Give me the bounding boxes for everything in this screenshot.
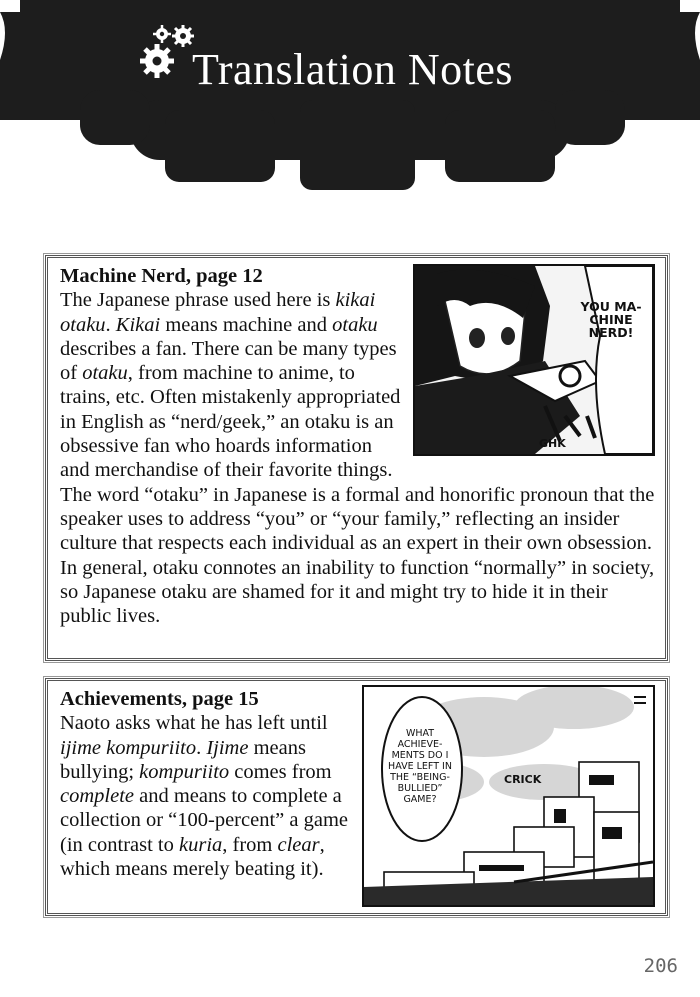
note-body: The Japanese phrase used here is kikai otaku. Kikai means machine and otaku describes a fan. There can be many types of otaku, from machine to anime, to trains, etc. Often mistakenly appropriated in English as “nerd/geek,” an otaku is an obsessive fan who hoards information and merchandise of their favorite things. The word “otaku” in Japanese is a formal and honorific pronoun that the speaker uses to address “you” or “your family,” reflecting an insider culture that respects each individual as an expert in their own obsession. In general, otaku connotes an inability to function “normally” in society, so Japanese otaku are shamed for it and might try to hide it in their public lives.: [60, 289, 655, 628]
gear-header-icon: [0, 0, 700, 195]
gears-icon: [138, 24, 196, 80]
manga-panel-machine-nerd: [413, 264, 655, 456]
sound-effect: CRICK: [504, 773, 542, 786]
note-text: [60, 264, 655, 628]
note-machine-nerd: [45, 255, 668, 661]
note-heading: Machine Nerd, page 12: [60, 265, 263, 287]
note-body: Naoto asks what he has left until ijime kompuriito. Ijime means bullying; kompuriito comes from complete and means to complete a collection or “100-percent” a game (in contrast to kuria, from clear, which means merely beating it).: [60, 712, 348, 881]
sound-effect: GHK: [539, 437, 566, 450]
note-text: [60, 687, 655, 911]
speech-bubble: WHAT ACHIEVE-MENTS DO I HAVE LEFT IN THE “BEING-BULLIED” GAME?: [388, 728, 452, 805]
page-number: 206: [643, 955, 678, 977]
speech-bubble: YOU MA-CHINE NERD!: [580, 299, 642, 341]
manga-panel-achievements: [362, 685, 655, 907]
note-achievements: [45, 678, 668, 916]
note-heading: Achievements, page 15: [60, 688, 259, 710]
page-title: Translation Notes: [192, 45, 513, 94]
